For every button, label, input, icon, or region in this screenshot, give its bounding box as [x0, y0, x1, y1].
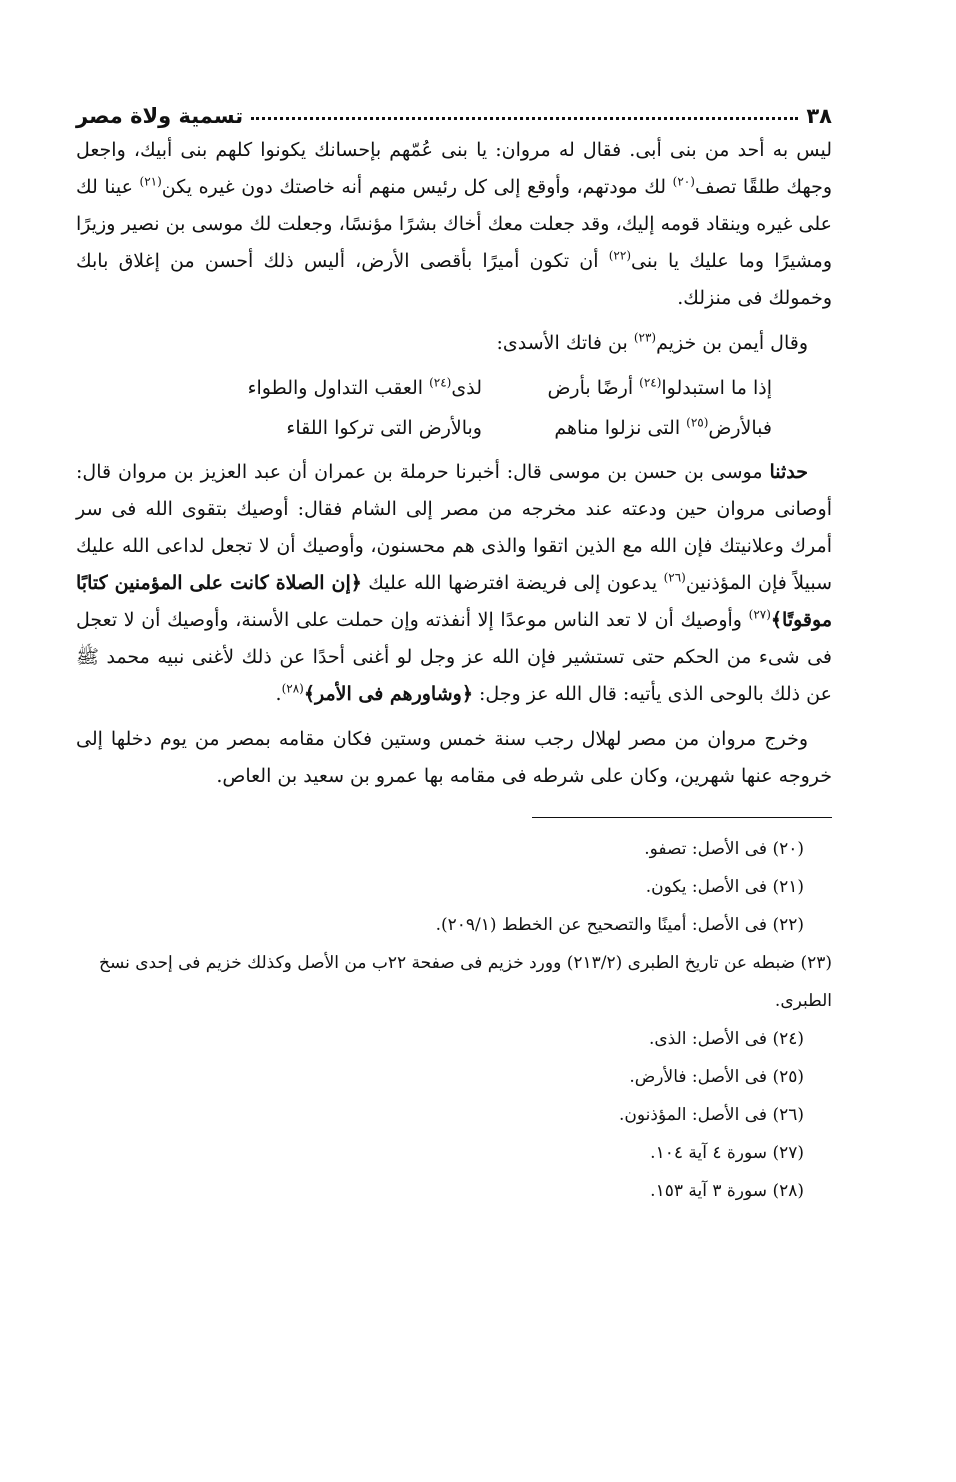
footnote: (٢٣) ضبطه عن تاريخ الطبرى (٢١٣/٢) وورد خزيم فى صفحة ٢٢ب من الأصل وكذلك خزيم فى إحدى نسخ الطبرى. — [98, 953, 832, 1011]
hemistich — [502, 368, 772, 408]
quran-quote: ﴿وشاورهم فى الأمر﴾ — [303, 683, 473, 705]
footnote-ref[interactable]: (٢٧) — [748, 607, 771, 622]
footnote: (٢٠) فى الأصل: تصفو. — [644, 839, 804, 859]
text-run: إذا ما استبدلوا — [661, 377, 772, 399]
hemistich — [182, 408, 502, 448]
text-run: وقال أيمن بن خزيم — [656, 332, 808, 354]
footnote-ref[interactable]: (٢٣) — [633, 330, 657, 345]
poem — [76, 368, 832, 448]
footnote-ref[interactable]: (٢٢) — [608, 248, 631, 263]
text-run: عينا لك على غيره وينقاد قومه إليك، وقد جعلت معك أخاك بشرًا مؤنسًا، وجعلت لك موسى بن نصير وزيرًا ومشيرًا وما عليك يا بنى — [76, 176, 833, 272]
footnote: (٢٦) فى الأصل: المؤذنون. — [619, 1105, 804, 1125]
page-header — [76, 88, 832, 128]
paragraph-3 — [76, 454, 832, 713]
footnote-ref[interactable]: (٢٠) — [672, 174, 695, 189]
text-run: ليس به أحد من بنى أبى. فقال له مروان: يا بنى عُمّهم بإحسانك يكونوا كلهم بنى أبيك، واجعل وجهك طلقًا تصف — [76, 139, 833, 198]
lead-word: حدثنا — [769, 461, 808, 483]
footnote: (٢٢) فى الأصل: أمينًا والتصحيح عن الخطط (٢٠٩/١). — [435, 915, 804, 935]
footnote: (٢٨) سورة ٣ آية ١٥٣. — [650, 1181, 804, 1201]
paragraph-4: وخرج مروان من مصر لهلال رجب سنة خمس وستين فكان مقامه بمصر من يوم دخلها إلى خروجه عنها شهرين، وكان على شرطه فى مقامه بها عمرو بن سعيد بن العاص. — [76, 728, 832, 787]
text-run: يدعون إلى فريضة افترضها الله عليك — [361, 572, 664, 594]
header-leader-dots — [251, 117, 798, 120]
running-title: تسمية ولاة مصر — [76, 104, 244, 128]
footnote-ref[interactable]: (٢٤) — [639, 375, 662, 390]
footnote: (٢٥) فى الأصل: فالأرض. — [629, 1067, 804, 1087]
text-run: . — [275, 683, 282, 705]
paragraph-1 — [76, 132, 832, 317]
text-run: أرضًا بأرض — [547, 377, 640, 399]
footnote-separator — [532, 817, 832, 818]
footnote: (٢٤) فى الأصل: الذى. — [648, 1029, 804, 1049]
poem-verse-2 — [76, 408, 832, 448]
main-text — [76, 132, 832, 795]
text-run: التى نزلوا مناهم — [554, 417, 687, 439]
quran-quote: ﴿إن الصلاة كانت على المؤمنين كتابًا موقوتًا﴾ — [76, 572, 832, 631]
footnote-ref[interactable]: (٢٥) — [686, 415, 709, 430]
text-run: بن فاتك الأسدى: — [496, 332, 634, 354]
text-run: أن تكون أميرًا بأقصى الأرض، أليس ذلك أحسن من إغلاق بابك وخمولك فى منزلك. — [76, 250, 832, 309]
text-run: موسى بن حسن بن موسى قال: أخبرنا حرملة بن عمران أن عبد العزيز بن مروان قال: أوصانى مروان حين ودعته عند مخرجه من مصر إلى الشام فقال: أوصيك بتقوى الله فى سر أمرك وعلانيتك فإن الله مع الذين اتقوا والذى هم محسنون، وأوصيك أن لا تجعل لداعى الله عليك سبيلاً فإن المؤذنين — [76, 461, 832, 594]
footnote-ref[interactable]: (٢٦) — [663, 570, 686, 585]
text-run: وبالأرض التى تركوا اللقاء — [286, 417, 482, 439]
footnotes — [76, 830, 832, 1210]
page-number: ٣٨ — [806, 104, 832, 128]
paragraph-2 — [76, 325, 832, 362]
footnote: (٢١) فى الأصل: يكون. — [645, 877, 804, 897]
footnote: (٢٧) سورة ٤ آية ١٠٤. — [650, 1143, 804, 1163]
text-run: لذى — [451, 377, 482, 399]
hemistich — [182, 368, 502, 408]
poem-verse-1 — [76, 368, 832, 408]
text-run: لك مودتهم، وأوقع إلى كل رئيس منهم أنه خاصتك دون غيره يكن — [161, 176, 673, 198]
hemistich — [502, 408, 772, 448]
footnote-ref[interactable]: (٢٨) — [281, 681, 304, 696]
footnote-ref[interactable]: (٢١) — [139, 174, 162, 189]
text-run: وأوصيك أن لا تعد الناس موعدًا إلا أنفذته وإن حملت على الأسنة، وأوصيك أن لا تعجل فى شىء من الحكم حتى تستشير فإن الله عز وجل لو أغنى أحدًا عن ذلك لأغنى نبيه محمد ﷺ عن ذلك بالوحى الذى يأتيه: قال الله عز وجل: — [76, 609, 832, 705]
footnote-ref[interactable]: (٢٤) — [429, 375, 452, 390]
text-run: فبالأرض — [708, 417, 772, 439]
text-run: العقب التداول والطواء — [247, 377, 430, 399]
